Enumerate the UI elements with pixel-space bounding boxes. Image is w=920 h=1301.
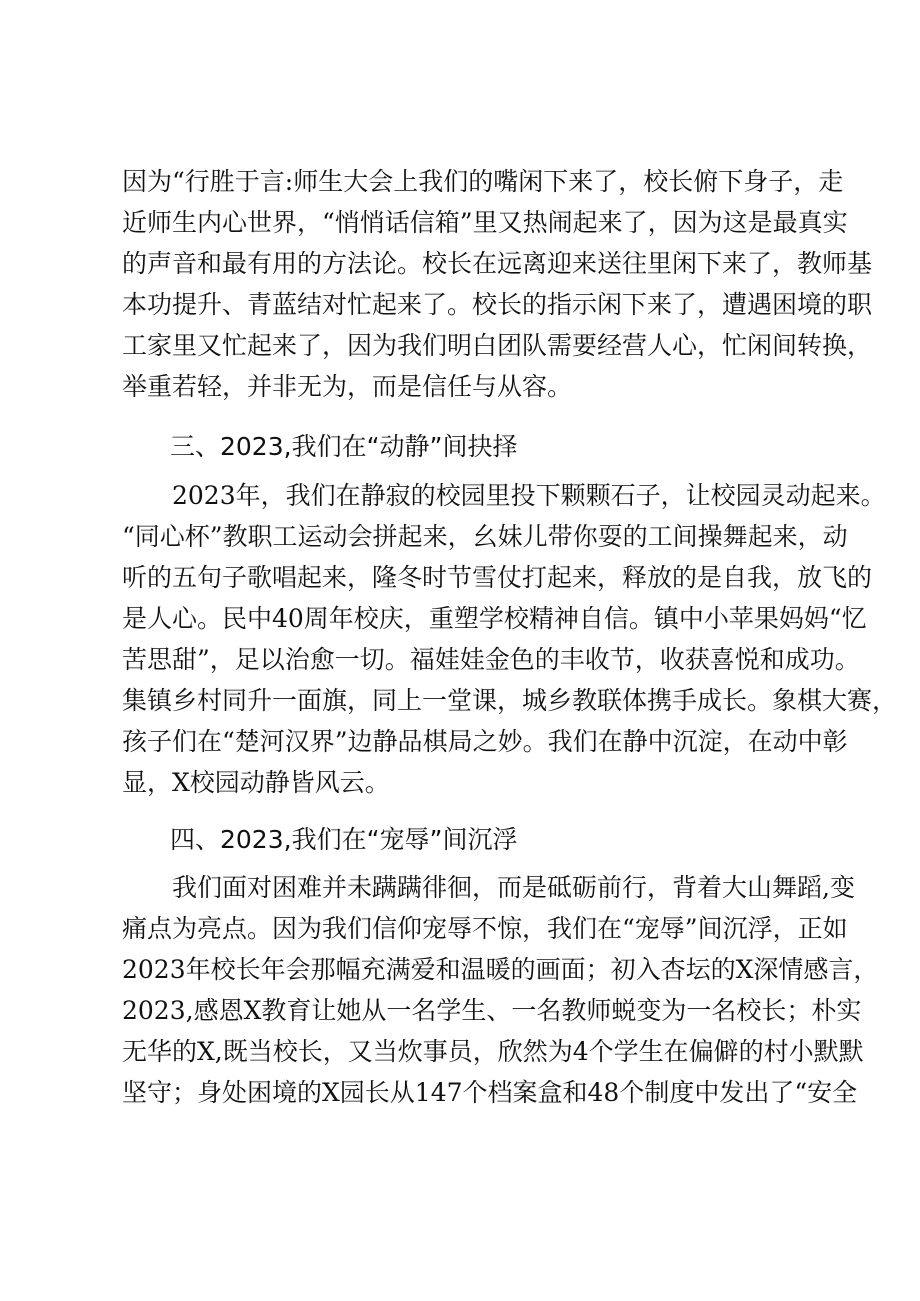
paragraph-line: 我们面对困难并未蹒蹒徘徊，而是砥砺前行，背着大山舞蹈,变 — [122, 873, 855, 902]
paragraph-line: 坚守；身处困境的X园长从147个档案盒和48个制度中发出了“安全 — [122, 1078, 858, 1107]
paragraph-line: 集镇乡村同升一面旗，同上一堂课，城乡教联体携手成长。象棋大赛， — [122, 686, 898, 715]
paragraph-line: 因为“行胜于言:师生大会上我们的嘴闲下来了，校长俯下身子，走 — [122, 167, 844, 196]
paragraph-line: 孩子们在“楚河汉界”边静品棋局之妙。我们在静中沉淀，在动中彰 — [122, 727, 848, 756]
section-heading-4: 四、2023,我们在“宠辱”间沉浮 — [170, 825, 518, 854]
paragraph-line: 痛点为亮点。因为我们信仰宠辱不惊，我们在“宠辱”间沉浮，正如 — [122, 914, 848, 943]
paragraph-line: 2023,感恩X教育让她从一名学生、一名教师蜕变为一名校长；朴实 — [122, 996, 862, 1025]
paragraph-line: 是人心。民中40周年校庆，重塑学校精神自信。镇中小苹果妈妈“忆 — [122, 604, 867, 633]
paragraph-line: 听的五句子歌唱起来，隆冬时节雪仗打起来，释放的是自我，放飞的 — [122, 563, 873, 592]
paragraph-line: 显，X校园动静皆风云。 — [122, 768, 390, 797]
paragraph-line: 工家里又忙起来了，因为我们明白团队需要经营人心，忙闲间转换， — [122, 331, 873, 360]
paragraph-line: “同心杯”教职工运动会拼起来，幺妹儿带你耍的工间操舞起来，动 — [122, 522, 848, 551]
paragraph-line: 的声音和最有用的方法论。校长在远离迎来送往里闲下来了，教师基 — [122, 249, 873, 278]
paragraph-line: 本功提升、青蓝结对忙起来了。校长的指示闲下来了，遭遇困境的职 — [122, 290, 873, 319]
section-heading-3: 三、2023,我们在“动静”间抉择 — [170, 432, 518, 461]
paragraph-line: 近师生内心世界，“悄悄话信箱”里又热闹起来了，因为这是最真实 — [122, 208, 848, 237]
paragraph-line: 举重若轻，并非无为，而是信任与从容。 — [122, 372, 573, 401]
paragraph-line: 2023年，我们在静寂的校园里投下颗颗石子，让校园灵动起来。 — [122, 481, 886, 510]
paragraph-line: 无华的X,既当校长，又当炊事员，欣然为4个学生在偏僻的村小默默 — [122, 1037, 864, 1066]
paragraph-line: 苦思甜”，足以治愈一切。福娃娃金色的丰收节，收获喜悦和成功。 — [122, 645, 860, 674]
paragraph-line: 2023年校长年会那幅充满爱和温暖的画面；初入杏坛的X深情感言， — [122, 955, 879, 984]
